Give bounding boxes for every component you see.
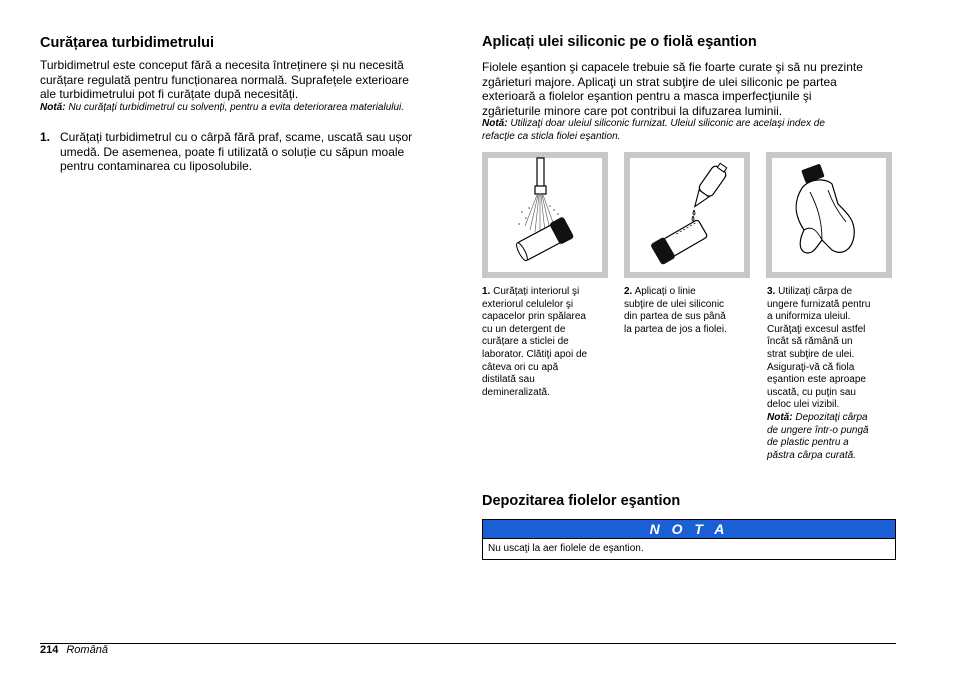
section-heading-storage: Depozitarea fiolelor eşantion (482, 493, 681, 509)
cleaning-step-1 (40, 130, 460, 174)
nota-text: Nu uscaţi la aer fiolele de eşantion. (488, 543, 644, 554)
text-line: Fiolele eşantion şi capacele trebuie să fie foarte curate şi să nu prezinte (482, 60, 863, 74)
text-line: pentru contaminarea cu liposolubile. (60, 159, 253, 173)
text-line: subţire de ulei siliconic (624, 298, 725, 310)
note-label: Notă: (482, 118, 508, 129)
figure-caption-1 (482, 286, 604, 399)
text-line: Aplicați o linie (632, 286, 696, 297)
text-line: uscată, cu puţin sau (767, 386, 856, 398)
text-line: exteriorul celulelor şi (482, 298, 574, 310)
nota-box (482, 519, 896, 560)
text-line: păstra cârpa curată. (767, 449, 856, 461)
caption-number: 1. (482, 286, 491, 297)
faucet-rinse-illustration (482, 152, 608, 278)
footer-divider (40, 643, 896, 644)
text-line: curățare a sticlei de (482, 336, 569, 348)
text-line: demineralizată. (482, 386, 550, 398)
figure-caption-3 (767, 286, 889, 462)
note-label: Notă: (40, 101, 66, 113)
silicone-intro (482, 60, 902, 143)
text-line: distilată sau (482, 374, 535, 386)
step-text (60, 130, 412, 174)
note-text: Utilizaţi doar uleiul siliconic furnizat. Uleiul siliconic are acelaşi index de (507, 118, 825, 129)
figure-dropper (624, 152, 750, 278)
section-heading-silicone: Aplicați ulei siliconic pe o fiolă eşantion (482, 34, 757, 50)
text-line: eşantion este aproape (767, 374, 866, 386)
text-line: de ungere într-o pungă (767, 424, 869, 436)
text-line: deloc ulei vizibil. (767, 399, 840, 411)
text-line: la partea de jos a fiolei. (624, 323, 727, 335)
note-text: Nu curățați turbidimetrul cu solvenți, pentru a evita deteriorarea materialului. (65, 101, 405, 113)
figure-cloth (766, 152, 892, 278)
text-line: de plastic pentru a (767, 437, 849, 449)
figure-caption-2 (624, 286, 746, 336)
text-line: câteva ori cu apă (482, 361, 559, 373)
text-line: din partea de sus până (624, 311, 726, 323)
footer-language: Română (66, 644, 108, 656)
figure-rinse (482, 152, 608, 278)
oil-dropper-illustration (624, 152, 750, 278)
silicone-note (482, 118, 902, 131)
text-line: exterioară a fiolelor eşantion pentru a masca imperfecţiunile şi (482, 89, 812, 103)
footer (40, 644, 108, 657)
page-number: 214 (40, 644, 59, 656)
text-line: strat subţire de ulei. (767, 348, 855, 360)
note-label: Notă: (767, 411, 793, 423)
text-line: cu un detergent de (482, 323, 566, 335)
step-number: 1. (40, 130, 51, 144)
text-line: zgârieturile minore care pot contribui la difuzarea luminii. (482, 103, 783, 118)
text-line: încât să rămână un (767, 336, 853, 348)
text-line: Asiguraţi-vă că fiola (767, 361, 855, 373)
text-line: curățare regulată pentru funcționarea normală. Suprafețele exterioare (40, 72, 409, 87)
cleaning-note (40, 102, 460, 115)
caption-number: 2. (624, 286, 633, 297)
text-line: capacelor prin spălarea (482, 311, 586, 323)
text-line: Curățați interiorul şi (490, 286, 580, 297)
caption-number: 3. (767, 286, 776, 297)
section-heading-cleaning: Curățarea turbidimetrului (40, 35, 215, 51)
text-line: a uniformiza uleiul. (767, 311, 851, 323)
wiping-cloth-illustration (766, 152, 892, 278)
silicone-note-cont: refacţie ca sticla fiolei eşantion. (482, 130, 621, 142)
nota-title: N O T A (483, 520, 895, 539)
text-line: Depozitaţi cârpa (792, 411, 868, 423)
text-line: umedă. De asemenea, poate fi utilizată o soluție cu săpun moale (60, 144, 405, 159)
text-line: Turbidimetrul este conceput fără a necesita întreținere și nu necesită (40, 58, 404, 72)
text-line: Utilizați cârpa de (775, 286, 853, 297)
text-line: laborator. Clătiţi apoi de (482, 348, 588, 360)
text-line: Curăţaţi excesul astfel (767, 323, 866, 335)
text-line: Curățați turbidimetrul cu o cârpă fără praf, scame, uscată sau ușor (60, 130, 413, 144)
text-line: zgârieturi majore. Aplicaţi un strat subţire de ulei siliconic pe partea (482, 74, 837, 89)
text-line: ungere furnizată pentru (767, 298, 871, 310)
cleaning-intro (40, 58, 460, 114)
caption-note (767, 412, 889, 425)
text-line: ale turbidimetrului pot fi curățate după necesități. (40, 87, 299, 101)
